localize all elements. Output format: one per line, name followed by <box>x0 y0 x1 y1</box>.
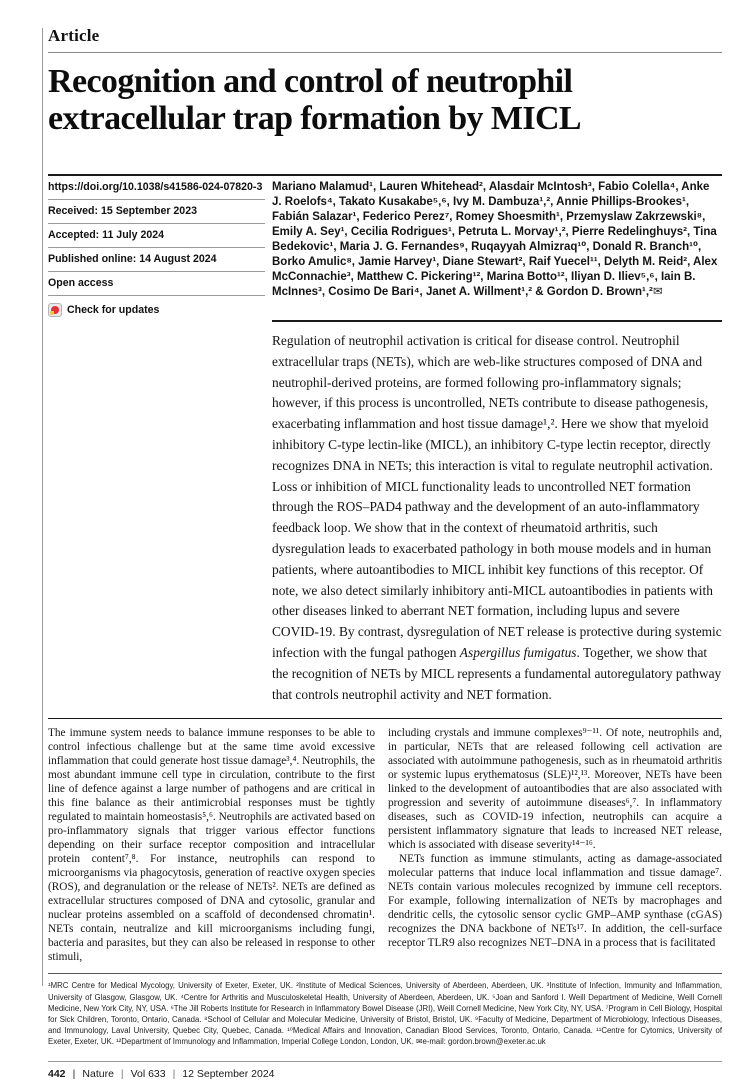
page-title <box>48 63 722 137</box>
footer-divider <box>48 1061 722 1062</box>
footer-volume: Vol 633 | <box>131 1068 176 1080</box>
abstract-part-1: Regulation of neutrophil activation is critical for disease control. Neutrophil extracellular traps (NETs), which are web-like structures composed of DNA and neutrophil-derived proteins, are formed following pro-inflammatory signals; however, if this process is uncontrolled, NETs contribute to disease pathogenesis, exacerbating inflammation and host tissue damage¹,². Here we show that myeloid inhibitory C-type lectin-like (MICL), an inhibitory C-type lectin receptor, directly recognizes DNA in NETs; this interaction is vital to regulate neutrophil activation. Loss or inhibition of MICL functionality leads to uncontrolled NET formation through the ROS–PAD4 pathway and the development of an auto-inflammatory feedback loop. We show that in the context of rheumatoid arthritis, such dysregulation leads to exacerbated pathology in both mouse models and in human patients, where autoantibodies to MICL inhibit key functions of this receptor. Of note, we also detect similarly inhibitory anti-MICL autoantibodies in patients with other diseases linked to aberrant NET formation, including lupus and severe COVID-19. By contrast, dysregulation of NET release is protective during systemic infection with the fungal pathogen <box>272 333 722 660</box>
crossmark-icon <box>48 303 62 317</box>
accepted-date: Accepted: 11 July 2024 <box>48 224 265 248</box>
body-column-right <box>388 726 722 964</box>
doi-link[interactable]: https://doi.org/10.1038/s41586-024-07820-3 <box>48 176 265 200</box>
abstract-section <box>272 331 722 705</box>
page-footer <box>48 1068 722 1080</box>
body-columns <box>48 726 722 964</box>
article-metadata <box>48 176 265 322</box>
body-paragraph-1: The immune system needs to balance immune responses to be able to control infectious challenge but at the same time avoid excessive inflammation that could generate host tissue damage³,⁴. Neutrophils, the most abundant immune cell type in circulation, contribute to the first line of defence against a large number of pathogens and are critical in this fine balance as their antimicrobial responses must be tightly regulated to maintain homeostasis⁵,⁶. Neutrophils are activated based on pro-inflammatory signals that trigger various effector functions depending on their surface receptor composition and intracellular protein content⁷,⁸. For instance, neutrophils can respond to microorganisms via phagocytosis, generation of reactive oxygen species (ROS), and degranulation or the release of NETs². NETs are defined as extracellular structures composed of DNA and cytosolic, granular and nuclear proteins assembled on a scaffold of decondensed chromatin¹. NETs contain, neutralize and kill microorganisms including fungi, bacteria and parasites, but they can also be released in response to other stimuli, <box>48 727 375 964</box>
abstract-species-italic: Aspergillus fumigatus <box>459 644 577 660</box>
corresponding-email-link[interactable]: gordon.brown@exeter.ac.uk <box>448 1037 546 1047</box>
author-block <box>272 176 722 322</box>
abstract-text <box>272 331 722 705</box>
body-column-left <box>48 726 375 964</box>
open-access-label: Open access <box>48 272 265 296</box>
title-line-2: extracellular trap formation by MICL <box>48 100 582 137</box>
kicker-divider <box>48 52 722 53</box>
affiliations-text: ¹MRC Centre for Medical Mycology, University of Exeter, Exeter, UK. ²Institute of Medical Sciences, University of Aberdeen, Aberdeen, UK. ³Institute of Infection, Immunity and Inflammation, University of Glasgow, Glasgow, UK. ⁴Centre for Arthritis and Musculoskeletal Health, University of Aberdeen, Aberdeen, UK. ⁵Joan and Sanford I. Weill Department of Medicine, Weill Cornell Medicine, New York City, NY, USA. ⁶The Jill Roberts Institute for Research in Inflammatory Bowel Disease (JRI), Weill Cornell Medicine, New York City, NY, USA. ⁷Program in Cell Biology, Hospital for Sick Children, Toronto, Ontario, Canada. ⁸School of Cellular and Molecular Medicine, University of Bristol, Bristol, UK. ⁹Faculty of Medicine, Department of Microbiology, Infectious Diseases, and Immunology, Laval University, Quebec City, Quebec, Canada. ¹⁰Medical Affairs and Innovation, Canadian Blood Services, Toronto, Ontario, Canada. ¹¹Centre for Cytomics, University of Exeter, Exeter, UK. ¹²Department of Immunology and Inflammation, Imperial College London, London, UK. <box>48 981 722 1047</box>
body-top-divider <box>48 718 722 719</box>
title-line-1: Recognition and control of neutrophil <box>48 63 573 100</box>
footer-journal-name: Nature | <box>82 1068 123 1080</box>
abstract-part-2: . Together, we show that the recognition of NETs by MICL represents a fundamental autoregulatory pathway that controls neutrophil activity and NET formation. <box>272 644 722 702</box>
body-paragraph-2: NETs function as immune stimulants, acting as damage-associated molecular patterns that induce local inflammation and tissue damage⁷. NETs contain various molecules recognized by immune cell receptors. For example, following internalization of NETs by macrophages and dendritic cells, the cytosolic sensor cyclic GMP–AMP synthase (cGAS) recognizes the DNA backbone of NETs¹⁷. In addition, the cell-surface receptor TLR9 also recognizes NET–DNA in a process that is facilitated <box>388 853 722 950</box>
check-for-updates-button[interactable] <box>48 296 265 322</box>
author-list: Mariano Malamud¹, Lauren Whitehead², Alasdair McIntosh³, Fabio Colella⁴, Anke J. Roelofs⁴, Takato Kusakabe⁵,⁶, Ivy M. Dambuza¹,², Annie Phillips-Brookes¹, Fabián Salazar¹, Federico Perez⁷, Romey Shoesmith¹, Przemyslaw Zakrzewski⁸, Emily A. Sey¹, Cecilia Rodrigues¹, Petruta L. Morvay¹,², Pierre Redelinghuys², Tina Bedekovic¹, Maria J. G. Fernandes⁹, Ruqayyah Almizraq¹⁰, Donald R. Branch¹⁰, Borko Amulic⁸, Jamie Harvey¹, Diane Stewart², Raif Yuecel¹¹, Delyth M. Reid², Alex McConnachie³, Matthew C. Pickering¹², Marina Botto¹², Iliyan D. Iliev⁵,⁶, Iain B. McInnes³, Cosimo De Bari⁴, Janet A. Willment¹,² & Gordon D. Brown¹,²✉ <box>272 181 718 298</box>
affiliations-footnote <box>48 980 722 1047</box>
header-grid <box>48 176 722 322</box>
published-date: Published online: 14 August 2024 <box>48 248 265 272</box>
check-for-updates-label: Check for updates <box>67 303 160 316</box>
received-date: Received: 15 September 2023 <box>48 200 265 224</box>
email-prefix: ✉e-mail: <box>415 1037 449 1047</box>
affiliations-divider <box>48 973 722 974</box>
footer-issue-date: 12 September 2024 <box>182 1067 275 1080</box>
article-kicker: Article <box>48 26 100 45</box>
footer-page-number: 442 | <box>48 1068 75 1080</box>
body-paragraph-1-continued: including crystals and immune complexes⁹⁻¹¹. Of note, neutrophils and, in particular, NETs that are released following cell activation are associated with autoimmune pathogenesis, such as in rheumatoid arthritis or systemic lupus erythematosus (SLE)¹²,¹³. Moreover, NETs have been linked to the development of autoantibodies that are also associated with progression and severity of autoimmune diseases⁶,⁷. In inflammatory diseases, such as COVID-19 infection, neutrophils can acquire a persistent inflammatory signature that leads to increased NET release, which is associated with disease severity¹⁴⁻¹⁶. <box>388 727 722 852</box>
